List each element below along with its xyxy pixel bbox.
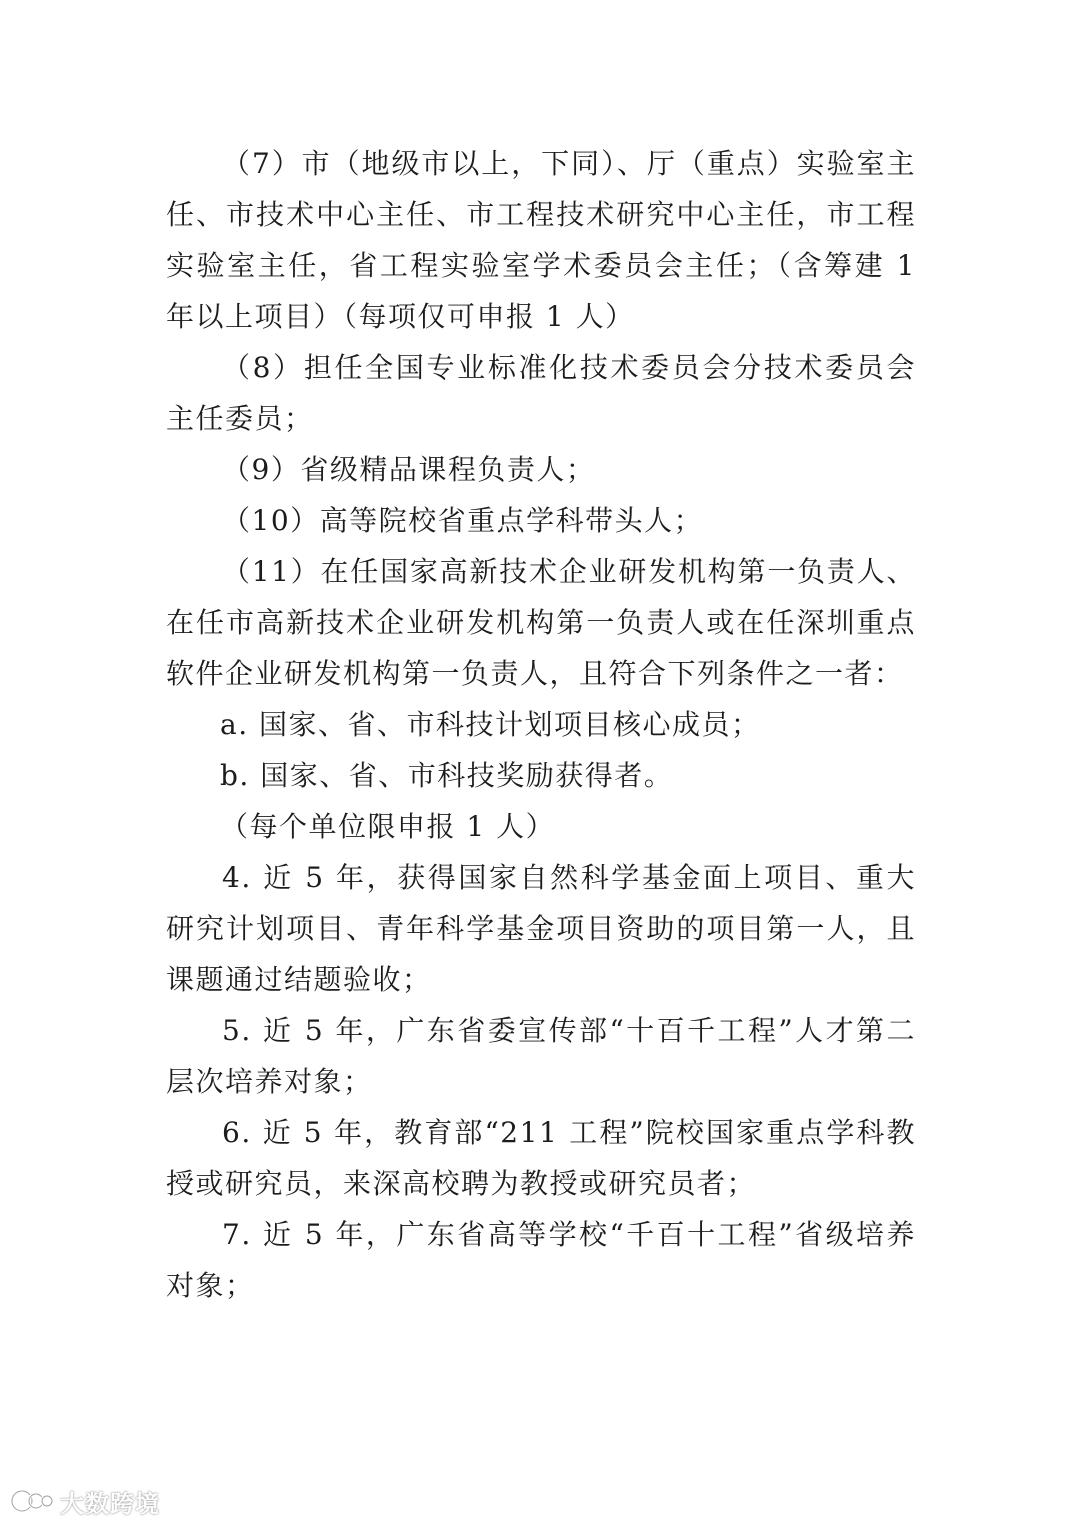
paragraph-clause-7: 7. 近 5 年，广东省高等学校“千百十工程”省级培养对象； bbox=[166, 1218, 916, 1302]
paragraph-limit-note: （每个单位限申报 1 人） bbox=[220, 810, 556, 843]
watermark bbox=[10, 1484, 160, 1518]
watermark-text: 大数跨境 bbox=[60, 1489, 160, 1518]
paragraph-item-8: （8）担任全国专业标准化技术委员会分技术委员会主任委员； bbox=[166, 351, 916, 435]
paragraph-sub-b: b. 国家、省、市科技奖励获得者。 bbox=[220, 759, 674, 792]
document-body bbox=[166, 138, 916, 1311]
paragraph-item-7: （7）市（地级市以上，下同）、厅（重点）实验室主任、市技术中心主任、市工程技术研究中心主任，市工程实验室主任，省工程实验室学术委员会主任；（含筹建 1 年以上项目）（每项仅可申报 1 人） bbox=[166, 147, 916, 333]
brand-logo-icon bbox=[10, 1487, 54, 1515]
paragraph-item-9: （9）省级精品课程负责人； bbox=[222, 453, 596, 486]
paragraph-clause-6: 6. 近 5 年，教育部“211 工程”院校国家重点学科教授或研究员，来深高校聘为教授或研究员者； bbox=[166, 1116, 916, 1200]
paragraph-clause-4: 4. 近 5 年，获得国家自然科学基金面上项目、重大研究计划项目、青年科学基金项目资助的项目第一人，且课题通过结题验收； bbox=[166, 861, 916, 996]
paragraph-item-10: （10）高等院校省重点学科带头人； bbox=[222, 504, 704, 537]
paragraph-sub-a: a. 国家、省、市科技计划项目核心成员； bbox=[220, 708, 761, 741]
paragraph-item-11: （11）在任国家高新技术企业研发机构第一负责人、在任市高新技术企业研发机构第一负责人或在任深圳重点软件企业研发机构第一负责人，且符合下列条件之一者： bbox=[166, 555, 916, 690]
paragraph-clause-5: 5. 近 5 年，广东省委宣传部“十百千工程”人才第二层次培养对象； bbox=[166, 1014, 916, 1098]
